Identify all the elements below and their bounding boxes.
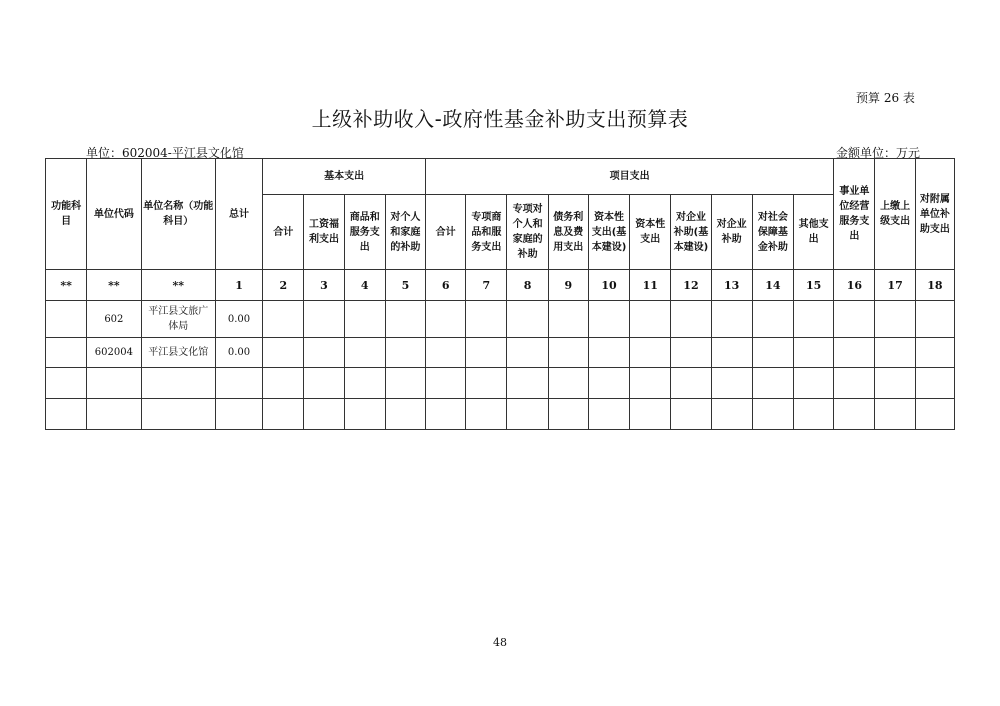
empty-cell — [426, 338, 466, 368]
empty-cell — [385, 338, 425, 368]
index-cell: 8 — [507, 270, 548, 301]
unit-label: 单位：602004-平江县文化馆 — [86, 146, 244, 160]
index-cell: 10 — [588, 270, 629, 301]
empty-cell — [87, 399, 141, 430]
header-project-social: 对社会保障基金补助 — [752, 195, 793, 270]
empty-cell — [630, 301, 671, 338]
header-total: 总计 — [215, 159, 262, 270]
empty-cell — [87, 368, 141, 399]
empty-cell — [507, 368, 548, 399]
index-cell: 2 — [263, 270, 304, 301]
table-row — [46, 301, 955, 338]
header-project-group: 项目支出 — [426, 159, 834, 195]
index-cell: 7 — [466, 270, 507, 301]
empty-cell — [915, 301, 954, 338]
empty-cell — [671, 368, 711, 399]
empty-cell — [588, 338, 629, 368]
index-cell: ** — [141, 270, 215, 301]
empty-cell — [588, 399, 629, 430]
empty-cell — [304, 338, 344, 368]
header-project-capital-build: 资本性支出(基本建设) — [588, 195, 629, 270]
header-basic-personal: 对个人和家庭的补助 — [385, 195, 425, 270]
empty-cell — [385, 301, 425, 338]
index-cell: 16 — [834, 270, 875, 301]
cell-total: 0.00 — [215, 301, 262, 338]
empty-cell — [834, 338, 875, 368]
empty-cell — [426, 301, 466, 338]
cell-func-subject — [46, 301, 87, 338]
empty-cell — [263, 368, 304, 399]
index-cell: 17 — [875, 270, 915, 301]
empty-cell — [588, 301, 629, 338]
empty-cell — [141, 399, 215, 430]
index-cell: 9 — [548, 270, 588, 301]
empty-cell — [548, 399, 588, 430]
index-row — [46, 270, 955, 301]
index-cell: 4 — [344, 270, 385, 301]
empty-cell — [752, 399, 793, 430]
header-project-enterprise-build: 对企业补助(基本建设) — [671, 195, 711, 270]
empty-cell — [507, 338, 548, 368]
header-project-enterprise: 对企业补助 — [711, 195, 752, 270]
header-basic-group: 基本支出 — [263, 159, 426, 195]
empty-cell — [344, 368, 385, 399]
empty-cell — [834, 399, 875, 430]
empty-cell — [834, 301, 875, 338]
empty-cell — [466, 338, 507, 368]
empty-cell — [548, 368, 588, 399]
empty-cell — [711, 301, 752, 338]
cell-unit-code: 602004 — [87, 338, 141, 368]
empty-cell — [834, 368, 875, 399]
budget-table — [45, 158, 955, 430]
amount-unit-label: 金额单位：万元 — [836, 146, 921, 160]
cell-unit-code: 602 — [87, 301, 141, 338]
form-number: 预算 26 表 — [856, 91, 915, 105]
empty-cell — [46, 368, 87, 399]
page-number: 48 — [493, 636, 507, 649]
empty-cell — [588, 368, 629, 399]
empty-cell — [671, 301, 711, 338]
table-row — [46, 338, 955, 368]
empty-cell — [426, 368, 466, 399]
empty-cell — [794, 368, 834, 399]
empty-cell — [344, 301, 385, 338]
empty-cell — [46, 399, 87, 430]
header-project-debt: 债务利息及费用支出 — [548, 195, 588, 270]
cell-unit-name: 平江县文旅广体局 — [141, 301, 215, 338]
empty-cell — [344, 338, 385, 368]
empty-cell — [507, 301, 548, 338]
index-cell: 18 — [915, 270, 954, 301]
empty-cell — [304, 368, 344, 399]
empty-cell — [466, 301, 507, 338]
page-title: 上级补助收入-政府性基金补助支出预算表 — [311, 107, 689, 131]
header-unit-name: 单位名称（功能科目） — [141, 159, 215, 270]
index-cell: 13 — [711, 270, 752, 301]
empty-cell — [671, 399, 711, 430]
empty-cell — [304, 399, 344, 430]
header-project-goods: 专项商品和服务支出 — [466, 195, 507, 270]
index-cell: 14 — [752, 270, 793, 301]
cell-unit-name: 平江县文化馆 — [141, 338, 215, 368]
empty-cell — [794, 301, 834, 338]
header-basic-goods: 商品和服务支出 — [344, 195, 385, 270]
empty-cell — [915, 368, 954, 399]
empty-cell — [915, 399, 954, 430]
empty-cell — [915, 338, 954, 368]
empty-cell — [875, 301, 915, 338]
empty-cell — [548, 301, 588, 338]
empty-cell — [426, 399, 466, 430]
empty-cell — [630, 338, 671, 368]
index-cell: 11 — [630, 270, 671, 301]
index-cell: 1 — [215, 270, 262, 301]
index-cell: 5 — [385, 270, 425, 301]
empty-cell — [507, 399, 548, 430]
header-row-1 — [46, 159, 955, 195]
header-basic-sum: 合计 — [263, 195, 304, 270]
header-project-sum: 合计 — [426, 195, 466, 270]
empty-cell — [794, 399, 834, 430]
header-project-personal: 专项对个人和家庭的补助 — [507, 195, 548, 270]
table-row-empty — [46, 399, 955, 430]
empty-cell — [875, 399, 915, 430]
cell-func-subject — [46, 338, 87, 368]
empty-cell — [711, 399, 752, 430]
empty-cell — [752, 301, 793, 338]
empty-cell — [671, 338, 711, 368]
empty-cell — [263, 301, 304, 338]
empty-cell — [630, 399, 671, 430]
index-cell: ** — [87, 270, 141, 301]
empty-cell — [385, 368, 425, 399]
header-basic-salary: 工资福利支出 — [304, 195, 344, 270]
empty-cell — [875, 368, 915, 399]
empty-cell — [466, 399, 507, 430]
table-row-empty — [46, 368, 955, 399]
empty-cell — [466, 368, 507, 399]
header-upper-payment: 上缴上级支出 — [875, 159, 915, 270]
empty-cell — [344, 399, 385, 430]
empty-cell — [875, 338, 915, 368]
index-cell: 3 — [304, 270, 344, 301]
header-affiliated: 对附属单位补助支出 — [915, 159, 954, 270]
empty-cell — [548, 338, 588, 368]
empty-cell — [752, 338, 793, 368]
empty-cell — [794, 338, 834, 368]
header-project-capital: 资本性支出 — [630, 195, 671, 270]
empty-cell — [141, 368, 215, 399]
empty-cell — [711, 368, 752, 399]
empty-cell — [752, 368, 793, 399]
empty-cell — [263, 338, 304, 368]
header-project-other: 其他支出 — [794, 195, 834, 270]
index-cell: ** — [46, 270, 87, 301]
index-cell: 12 — [671, 270, 711, 301]
empty-cell — [385, 399, 425, 430]
header-func-subject: 功能科目 — [46, 159, 87, 270]
header-unit-code: 单位代码 — [87, 159, 141, 270]
empty-cell — [630, 368, 671, 399]
empty-cell — [215, 368, 262, 399]
empty-cell — [263, 399, 304, 430]
header-biz-service: 事业单位经营服务支出 — [834, 159, 875, 270]
empty-cell — [304, 301, 344, 338]
index-cell: 15 — [794, 270, 834, 301]
cell-total: 0.00 — [215, 338, 262, 368]
index-cell: 6 — [426, 270, 466, 301]
empty-cell — [215, 399, 262, 430]
empty-cell — [711, 338, 752, 368]
